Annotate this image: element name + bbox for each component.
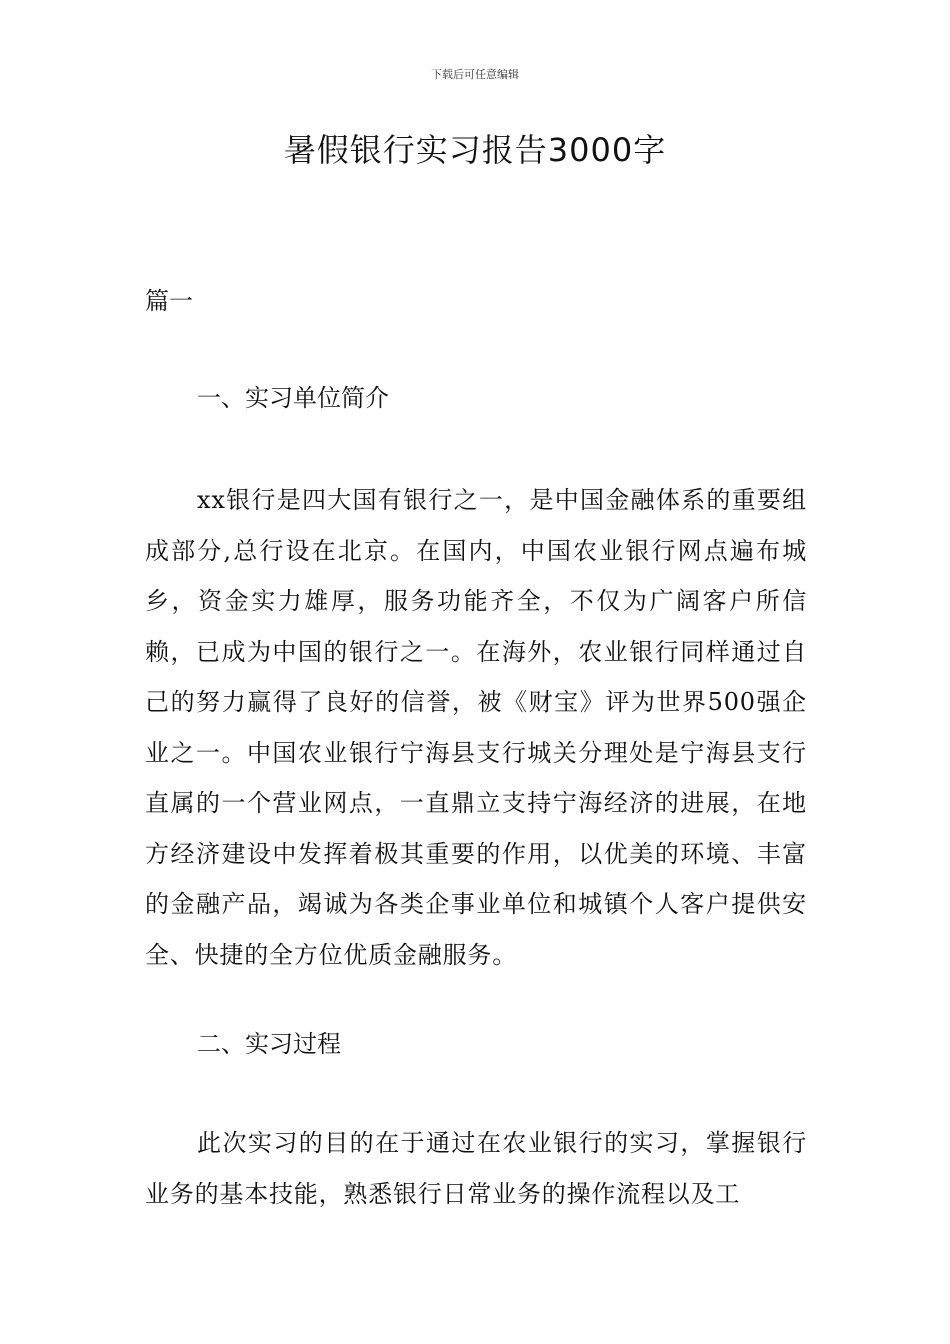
paragraph-intro: xx银行是四大国有银行之一，是中国金融体系的重要组成部分,总行设在北京。在国内，中国农业银行网点遍布城乡，资金实力雄厚，服务功能齐全，不仅为广阔客户所信赖，已成为中国的银行之一。在海外，农业银行同样通过自己的努力赢得了良好的信誉，被《财宝》评为世界500强企业之一。中国农业银行宁海县支行城关分理处是宁海县支行直属的一个营业网点，一直鼎立支持宁海经济的进展，在地方经济建设中发挥着极其重要的作用，以优美的环境、丰富的金融产品，竭诚为各类企事业单位和城镇个人客户提供安全、快捷的全方位优质金融服务。	[145, 486, 807, 969]
section-heading-process: 二、实习过程	[197, 1030, 341, 1058]
paragraph-process: 此次实习的目的在于通过在农业银行的实习，掌握银行业务的基本技能，熟悉银行日常业务的操作流程以及工	[145, 1129, 807, 1208]
part-label: 篇一	[145, 287, 193, 315]
section-heading-intro: 一、实习单位简介	[197, 384, 389, 412]
document-title: 暑假银行实习报告3000字	[283, 131, 667, 169]
header-note: 下载后可任意编辑	[431, 68, 519, 81]
